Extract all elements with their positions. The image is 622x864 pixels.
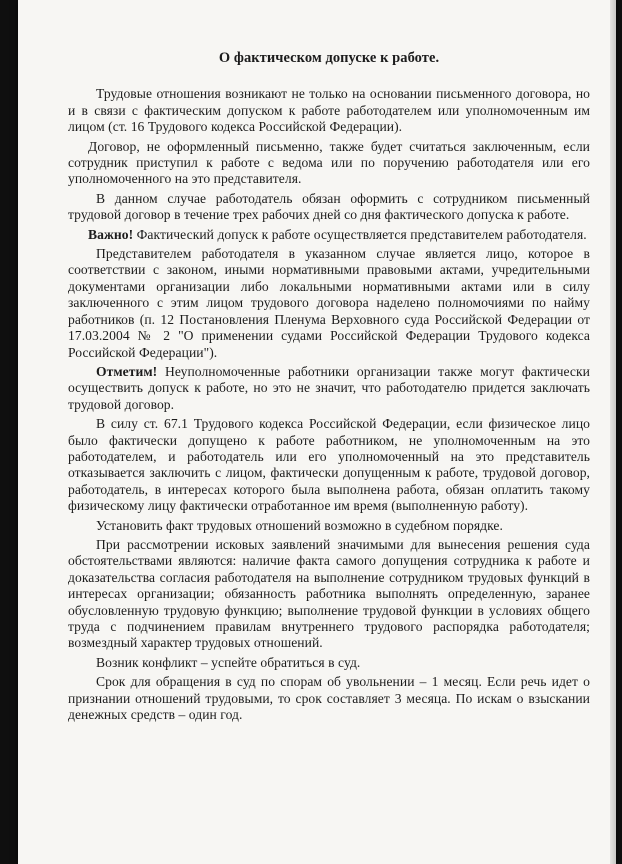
document-page — [18, 0, 616, 864]
note-label: Отметим! — [96, 363, 158, 379]
paragraph-5: Представителем работодателя в указанном случае является лицо, которое в соответствии с законом, иными нормативными правовыми актами, учредительными документами организации либо локальными нормативными актами или в силу заключенного с этим лицом трудового договора наделено полномочиями по найму работников (п. 12 Постановления Пленума Верховного суда Российской Федерации от 17.03.2004 № 2 "О применении судами Российской Федерации Трудового кодекса Российской Федерации"). — [68, 246, 590, 360]
paragraph-9: При рассмотрении исковых заявлений значимыми для вынесения решения суда обстоятельствами являются: наличие факта самого допущения сотрудника к работе и доказательства согласия работодателя на выполнение сотрудником трудовых функций в интересах организации; обязанность работника выполнять определенную, заранее обусловленную трудовую функцию; выполнение трудовой функции в условиях общего труда с подчинением правилам внутреннего трудового распорядка работодателя; возмездный характер трудовых отношений. — [68, 536, 590, 651]
paragraph-1: Трудовые отношения возникают не только на основании письменного договора, но и в связи с фактическим допуском к работе работодателем или уполномоченным им лицом (ст. 16 Трудового кодекса Российской Федерации). — [68, 86, 590, 135]
paragraph-8: Установить факт трудовых отношений возможно в судебном порядке. — [96, 517, 503, 533]
paragraph-4 — [68, 227, 590, 243]
paragraph-10: Возник конфликт – успейте обратиться в суд. — [96, 654, 361, 670]
paragraph-3: В данном случае работодатель обязан оформить с сотрудником письменный трудовой договор в течение трех рабочих дней со дня фактического допуска к работе. — [68, 190, 590, 223]
important-label: Важно! — [88, 226, 134, 242]
document-body — [68, 50, 590, 726]
paragraph-7: В силу ст. 67.1 Трудового кодекса Российской Федерации, если физическое лицо было фактически допущено к работе работником, не уполномоченным на это работодателем, и работодатель или его уполномоченный на это представитель отказывается заключить с лицом, фактически допущенным к работе, трудовой договор, работодатель, в интересах которого была выполнена работа, обязан оплатить такому физическому лицу фактически отработанное им время (выполненную работу). — [68, 416, 590, 514]
paragraph-4-text: Фактический допуск к работе осуществляется представителем работодателя. — [133, 226, 587, 242]
paragraph-2: Договор, не оформленный письменно, также будет считаться заключенным, если сотрудник приступил к работе с ведома или по поручению работодателя или его уполномоченного на это представителя. — [68, 138, 590, 187]
paragraph-6 — [68, 364, 590, 413]
page-edge — [610, 0, 616, 864]
document-title: О фактическом допуске к работе. — [218, 50, 440, 66]
paragraph-6-text: Неуполномоченные работники организации также могут фактически осуществить допуск к работе, но это не значит, что работодателю придется заключать трудовой договор. — [68, 363, 590, 412]
paragraph-11: Срок для обращения в суд по спорам об увольнении – 1 месяц. Если речь идет о признании отношений трудовыми, то срок составляет 3 месяца. По искам о взыскании денежных средств – один год. — [68, 674, 590, 723]
